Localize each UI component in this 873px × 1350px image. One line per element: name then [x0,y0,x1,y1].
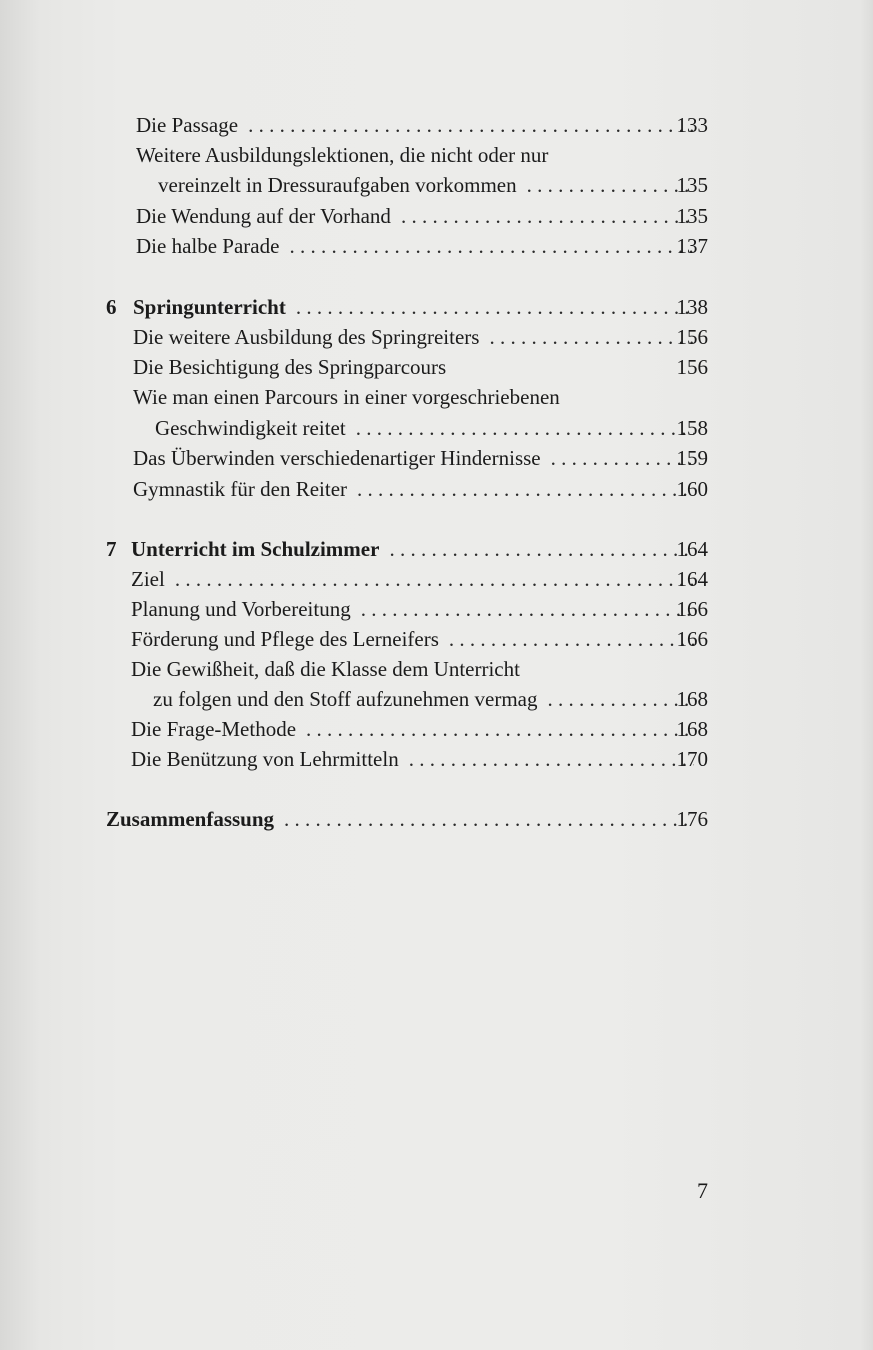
toc-entry-label: Die halbe Parade [136,234,280,258]
toc-entry-label: vereinzelt in Dressuraufgaben vorkommen [158,173,517,197]
toc-entry [136,231,708,261]
toc-entry-label: Die Besichtigung des Springparcours [133,355,447,379]
toc-entry [131,744,708,774]
toc-entry-label: Ziel [131,567,165,591]
dot-leader [284,804,694,834]
chapter-number: 6 [106,295,117,319]
dot-leader [306,714,694,744]
toc-entry-label: Die Frage-Methode [131,717,297,741]
toc-entry-label: Geschwindigkeit reitet [155,416,346,440]
toc-entry-page: 156 [676,355,708,379]
toc-entry-page: 168 [676,687,708,711]
summary-heading [106,804,708,834]
summary-page: 176 [676,807,708,831]
toc-entry-page: 135 [676,173,708,197]
toc-entry [131,714,708,744]
toc-entry-label: Die Passage [136,113,239,137]
chapter-page: 164 [676,537,708,561]
toc-entry [133,352,708,382]
toc-entry [131,624,708,654]
toc-entry [153,684,708,714]
chapter-title: Unterricht im Schulzimmer [131,537,380,561]
dot-leader [248,110,694,140]
toc-entry-line: Die Gewißheit, daß die Klasse dem Unterricht [131,657,520,681]
toc-entry [158,170,708,200]
chapter-title: Springunterricht [133,295,286,319]
toc-entry-line: Weitere Ausbildungslektionen, die nicht oder nur [136,143,549,167]
toc-entry-page: 168 [676,717,708,741]
toc-entry-page: 133 [676,113,708,137]
toc-entry [133,322,708,352]
chapter-number: 7 [106,537,117,561]
toc-entry [133,443,708,473]
chapter-heading [131,534,708,564]
toc-entry-label: Das Überwinden verschiedenartiger Hindernisse [133,446,541,470]
toc-entry-page: 135 [676,204,708,228]
toc-entry [131,564,708,594]
page-number: 7 [697,1178,708,1203]
dot-leader [356,413,694,443]
toc-entry-label: Gymnastik für den Reiter [133,477,348,501]
toc-entry-line: Wie man einen Parcours in einer vorgeschriebenen [133,385,560,409]
toc-entry-page: 159 [676,446,708,470]
toc-entry-page: 166 [676,597,708,621]
summary-title: Zusammenfassung [106,807,275,831]
toc-entry [136,110,708,140]
toc-entry [136,201,708,231]
toc-entry-label: Die Benützung von Lehrmitteln [131,747,399,771]
dot-leader [357,474,694,504]
toc-entry-label: Planung und Vorbereitung [131,597,351,621]
dot-leader [361,594,694,624]
toc-entry-label: zu folgen und den Stoff aufzunehmen vermag [153,687,538,711]
toc-entry [133,474,708,504]
toc-entry [155,413,708,443]
chapter-heading [133,292,708,322]
toc-entry-label: Die weitere Ausbildung des Springreiters [133,325,480,349]
toc-entry-page: 164 [676,567,708,591]
toc-entry [131,594,708,624]
toc-entry-label: Die Wendung auf der Vorhand [136,204,391,228]
dot-leader [296,292,694,322]
toc-entry-page: 158 [676,416,708,440]
toc-entry-page: 137 [676,234,708,258]
chapter-page: 138 [676,295,708,319]
toc-entry-page: 156 [676,325,708,349]
toc-entry-page: 170 [676,747,708,771]
toc-entry-page: 160 [676,477,708,501]
toc-entry-label: Förderung und Pflege des Lerneifers [131,627,439,651]
toc-entry-page: 166 [676,627,708,651]
dot-leader [175,564,694,594]
dot-leader [289,231,694,261]
